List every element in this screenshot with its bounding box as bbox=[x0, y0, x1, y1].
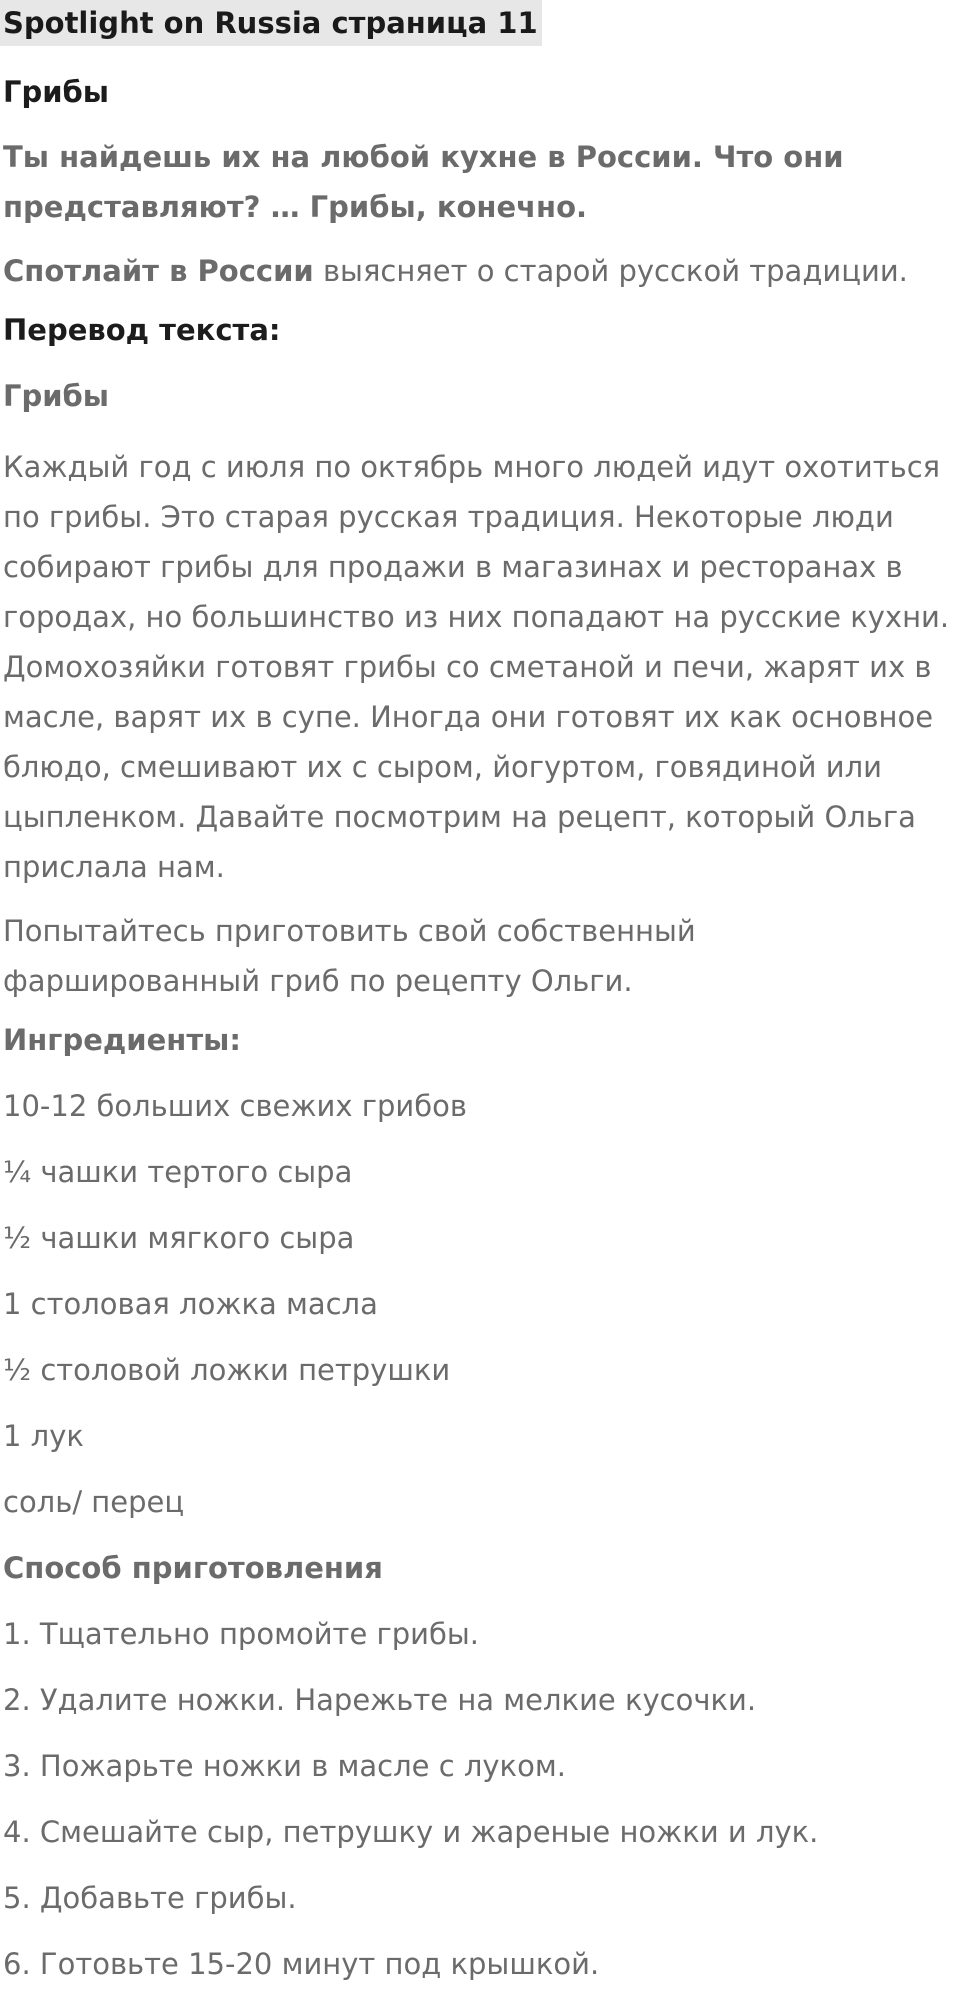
article-heading: Грибы bbox=[3, 75, 110, 109]
method-steps bbox=[3, 1614, 958, 1984]
intro-bold: Спотлайт в России bbox=[3, 254, 314, 288]
intro-paragraph bbox=[3, 246, 958, 296]
method-step: 1. Тщательно промойте грибы. bbox=[3, 1617, 479, 1651]
page-title: Spotlight on Russia страница 11 bbox=[0, 0, 542, 46]
ingredient-item: 10-12 больших свежих грибов bbox=[3, 1089, 467, 1123]
ingredient-item: ½ столовой ложки петрушки bbox=[3, 1353, 451, 1387]
document-body bbox=[3, 72, 958, 2010]
method-step: 5. Добавьте грибы. bbox=[3, 1881, 297, 1915]
lead-paragraph: Ты найдешь их на любой кухне в России. Что они представляют? … Грибы, конечно. bbox=[3, 140, 844, 224]
translation-heading: Перевод текста: bbox=[3, 313, 281, 347]
method-step: 3. Пожарьте ножки в масле с луком. bbox=[3, 1749, 566, 1783]
method-heading: Способ приготовления bbox=[3, 1551, 383, 1585]
main-paragraph: Каждый год с июля по октябрь много людей идут охотиться по грибы. Это старая русская традиция. Некоторые люди собирают грибы для продажи в магазинах и ресторанах в городах, но большинство из них попадают на русские кухни. Домохозяйки готовят грибы со сметаной и печи, жарят их в масле, варят их в супе. Иногда они готовят их как основное блюдо, смешивают их с сыром, йогуртом, говядиной или цыпленком. Давайте посмотрим на рецепт, который Ольга прислала нам. bbox=[3, 450, 950, 884]
intro-rest: выясняет о старой русской традиции. bbox=[313, 254, 908, 288]
method-step: 4. Смешайте сыр, петрушку и жареные ножки и лук. bbox=[3, 1815, 819, 1849]
ingredients-list bbox=[3, 1086, 958, 1522]
try-paragraph: Попытайтесь приготовить свой собственный фаршированный гриб по рецепту Ольги. bbox=[3, 914, 696, 998]
ingredients-heading: Ингредиенты: bbox=[3, 1023, 241, 1057]
ingredient-item: ½ чашки мягкого сыра bbox=[3, 1221, 355, 1255]
ingredient-item: ¼ чашки тертого сыра bbox=[3, 1155, 353, 1189]
method-step: 2. Удалите ножки. Нарежьте на мелкие кусочки. bbox=[3, 1683, 757, 1717]
ingredient-item: 1 столовая ложка масла bbox=[3, 1287, 378, 1321]
method-step: 6. Готовьте 15-20 минут под крышкой. bbox=[3, 1947, 600, 1981]
text-heading: Грибы bbox=[3, 379, 110, 413]
ingredient-item: соль/ перец bbox=[3, 1485, 185, 1519]
ingredient-item: 1 лук bbox=[3, 1419, 84, 1453]
